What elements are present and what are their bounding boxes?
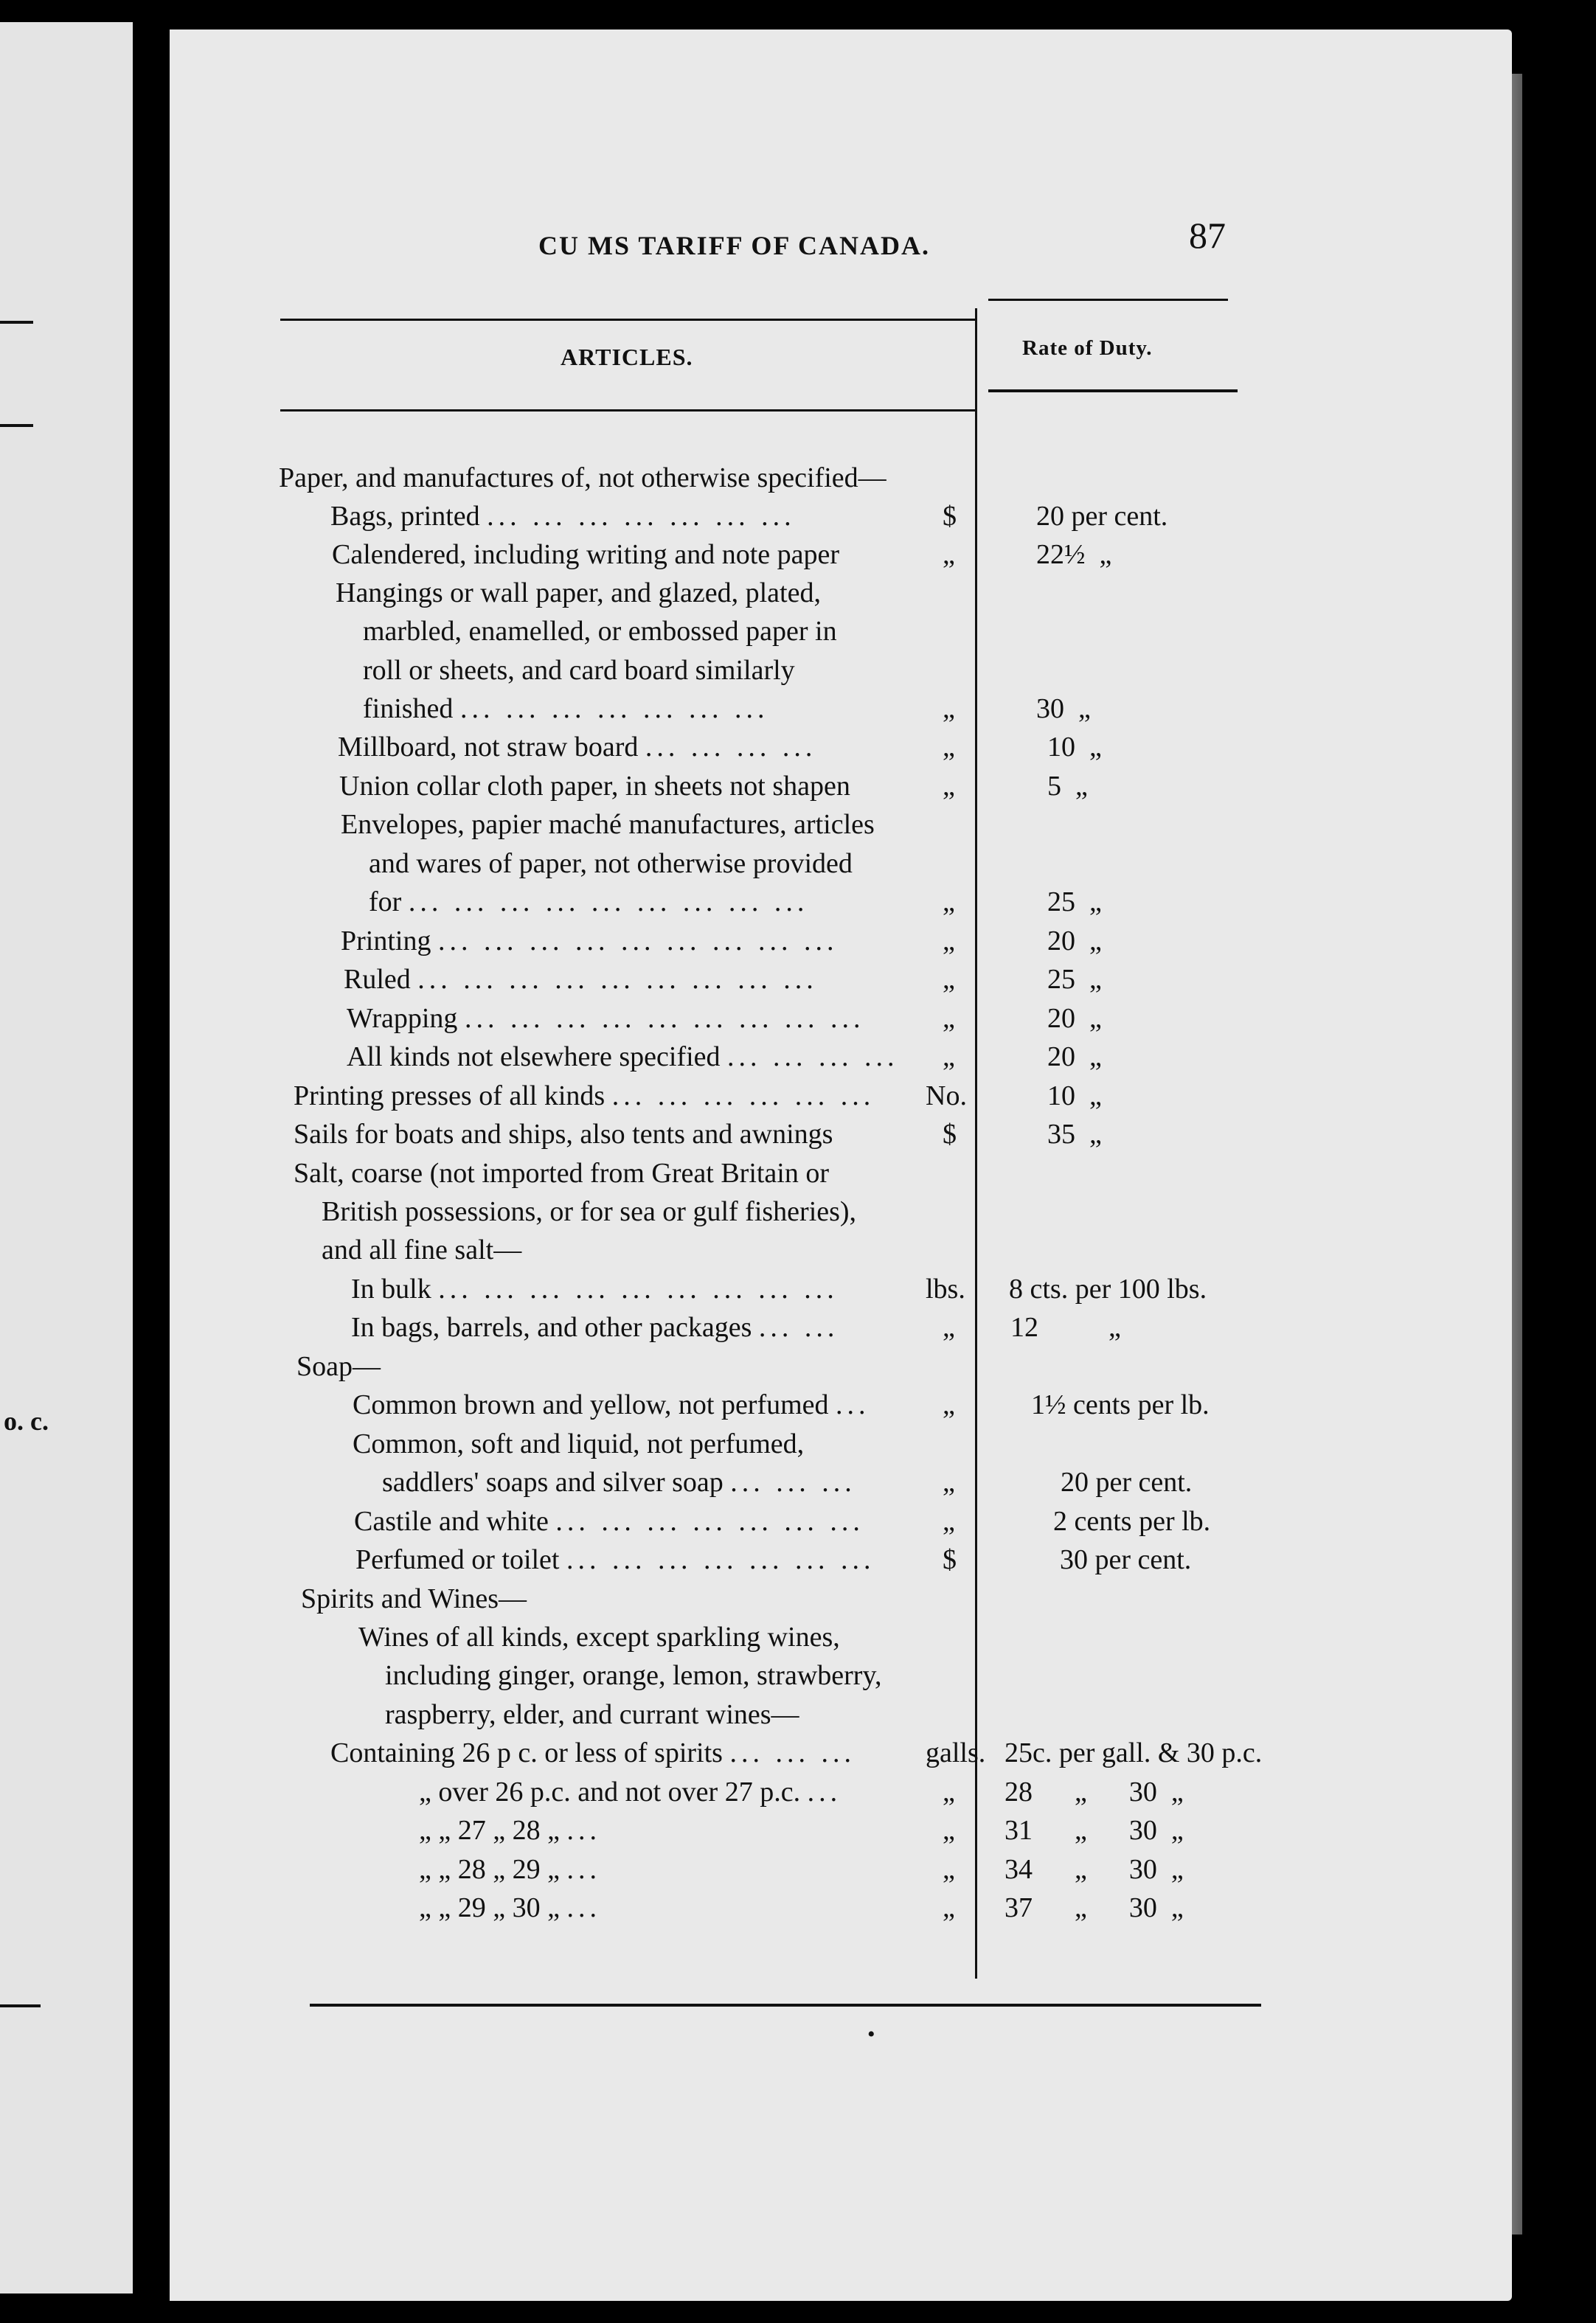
article-text: Containing 26 p c. or less of spirits ... ... ...: [330, 1737, 856, 1768]
article-text: Printing ... ... ... ... ... ... ... ... ...: [341, 926, 839, 956]
article-text: Bags, printed ... ... ... ... ... ... ...: [330, 501, 796, 532]
rate-of-duty: 31 „ 30 „: [1005, 1815, 1184, 1846]
unit-mark: „: [943, 926, 955, 956]
article-text: Ruled ... ... ... ... ... ... ... ... ...: [344, 964, 818, 995]
dot-leader: ... ... ... ... ... ... ...: [555, 1506, 864, 1537]
tariff-row: [0, 1080, 1596, 1121]
tariff-row: [0, 1892, 1596, 1933]
page-mark: •: [867, 2022, 875, 2046]
rate-of-duty: 25 „: [1047, 964, 1102, 995]
rate-of-duty: 25c. per gall. & 30 p.c.: [1005, 1737, 1263, 1768]
article-text: Sails for boats and ships, also tents and awnings: [294, 1119, 833, 1150]
tariff-row: [0, 1698, 1596, 1740]
dot-leader: ... ... ... ... ... ... ... ... ...: [417, 964, 818, 995]
tariff-row: [0, 538, 1596, 580]
dot-leader: ...: [566, 1854, 601, 1885]
article-text: Calendered, including writing and note paper: [332, 539, 840, 570]
tariff-row: [0, 1621, 1596, 1662]
header-bottom-rule: [280, 409, 977, 412]
tariff-row: [0, 1814, 1596, 1855]
article-text: and wares of paper, not otherwise provided: [369, 848, 853, 879]
tariff-row: [0, 1853, 1596, 1895]
dot-leader: ... ... ... ...: [727, 1041, 899, 1072]
tariff-row: [0, 808, 1596, 850]
rate-of-duty: 37 „ 30 „: [1005, 1892, 1184, 1923]
tariff-row: [0, 462, 1596, 503]
dot-leader: ... ... ... ... ... ... ...: [459, 693, 769, 724]
unit-mark: „: [943, 1041, 955, 1072]
tariff-row: [0, 886, 1596, 927]
dot-leader: ... ... ... ... ... ... ...: [487, 501, 796, 532]
article-text: including ginger, orange, lemon, strawberry,: [385, 1660, 882, 1691]
tariff-row: [0, 1544, 1596, 1585]
dot-leader: ... ... ... ... ... ... ... ... ...: [408, 886, 809, 917]
rate-column-header: Rate of Duty.: [1022, 336, 1153, 360]
unit-mark: „: [943, 1854, 955, 1885]
dot-leader: ... ... ... ...: [645, 732, 817, 763]
unit-mark: $: [943, 501, 957, 532]
tariff-row: [0, 1273, 1596, 1314]
tariff-row: [0, 1041, 1596, 1082]
dot-leader: ... ...: [758, 1312, 839, 1343]
articles-column-header: ARTICLES.: [561, 344, 693, 370]
article-text: Common, soft and liquid, not perfumed,: [353, 1428, 805, 1459]
article-text: Hangings or wall paper, and glazed, plated,: [336, 577, 821, 608]
article-text: „ „ 27 „ 28 „ ...: [419, 1815, 601, 1846]
tariff-row: [0, 1776, 1596, 1817]
rate-of-duty: 28 „ 30 „: [1005, 1777, 1184, 1808]
article-text: raspberry, elder, and currant wines—: [385, 1699, 799, 1730]
article-text: Wines of all kinds, except sparkling wines,: [358, 1622, 840, 1653]
tariff-row: [0, 1157, 1596, 1198]
unit-mark: No.: [926, 1080, 967, 1111]
tariff-row: [0, 1195, 1596, 1237]
unit-mark: „: [943, 886, 955, 917]
tariff-row: [0, 654, 1596, 695]
facing-page-fragment: o. c.: [4, 1406, 49, 1436]
article-text: for ... ... ... ... ... ... ... ... ...: [369, 886, 809, 917]
rate-of-duty: 20 „: [1047, 1003, 1102, 1034]
rate-of-duty: 34 „ 30 „: [1005, 1854, 1184, 1885]
tariff-row: [0, 1659, 1596, 1701]
unit-mark: „: [943, 1777, 955, 1808]
dot-leader: ... ... ...: [730, 1467, 856, 1498]
dot-leader: ... ... ... ... ... ... ... ... ...: [464, 1003, 865, 1034]
article-text: British possessions, or for sea or gulf fisheries),: [322, 1196, 857, 1227]
header-bottom-rule-rate: [988, 389, 1238, 392]
tariff-row: [0, 692, 1596, 734]
article-text: Envelopes, papier maché manufactures, articles: [341, 809, 875, 840]
dot-leader: ...: [836, 1389, 870, 1420]
dot-leader: ... ... ... ... ... ...: [611, 1080, 875, 1111]
unit-mark: „: [943, 539, 955, 570]
tariff-row: [0, 615, 1596, 656]
rate-of-duty: 10 „: [1047, 732, 1102, 763]
rate-of-duty: 1½ cents per lb.: [1031, 1389, 1210, 1420]
rate-of-duty: 5 „: [1047, 771, 1088, 802]
article-text: Common brown and yellow, not perfumed ...: [353, 1389, 870, 1420]
article-text: Printing presses of all kinds ... ... ... ... ... ...: [294, 1080, 875, 1111]
rate-of-duty: 20 per cent.: [1061, 1467, 1193, 1498]
dot-leader: ... ... ... ... ... ... ... ... ...: [437, 926, 839, 956]
dot-leader: ...: [566, 1815, 601, 1846]
tariff-row: [0, 1466, 1596, 1507]
facing-page-rule: [0, 321, 33, 324]
rate-of-duty: 8 cts. per 100 lbs.: [1009, 1274, 1207, 1305]
rate-of-duty: 20 „: [1047, 926, 1102, 956]
table-top-rule-rate: [988, 299, 1228, 301]
table-bottom-rule: [310, 2004, 1261, 2007]
article-text: In bulk ... ... ... ... ... ... ... ... ...: [351, 1274, 839, 1305]
tariff-row: [0, 1311, 1596, 1353]
rate-of-duty: 30 per cent.: [1060, 1544, 1192, 1575]
tariff-row: [0, 963, 1596, 1004]
article-text: „ „ 28 „ 29 „ ...: [419, 1854, 601, 1885]
unit-mark: „: [943, 1506, 955, 1537]
unit-mark: $: [943, 1119, 957, 1150]
article-text: Perfumed or toilet ... ... ... ... ... ... ...: [355, 1544, 875, 1575]
rate-of-duty: 25 „: [1047, 886, 1102, 917]
unit-mark: galls.: [926, 1737, 986, 1768]
article-text: „ „ 29 „ 30 „ ...: [419, 1892, 601, 1923]
tariff-row: [0, 847, 1596, 889]
tariff-row: [0, 1505, 1596, 1546]
table-top-rule: [280, 319, 977, 321]
rate-of-duty: 30 „: [1036, 693, 1091, 724]
article-text: Paper, and manufactures of, not otherwise specified—: [279, 462, 887, 493]
tariff-row: [0, 577, 1596, 618]
unit-mark: „: [943, 1467, 955, 1498]
rate-of-duty: 12 „: [1010, 1312, 1121, 1343]
dot-leader: ... ... ... ... ... ... ...: [566, 1544, 875, 1575]
article-text: Wrapping ... ... ... ... ... ... ... ... ...: [347, 1003, 865, 1034]
rate-of-duty: 20 „: [1047, 1041, 1102, 1072]
tariff-row: [0, 1583, 1596, 1624]
dot-leader: ... ... ... ... ... ... ... ... ...: [438, 1274, 839, 1305]
dot-leader: ... ... ...: [729, 1737, 856, 1768]
article-text: Spirits and Wines—: [301, 1583, 527, 1614]
article-text: marbled, enamelled, or embossed paper in: [363, 616, 837, 647]
article-text: finished ... ... ... ... ... ... ...: [363, 693, 769, 724]
article-text: Soap—: [296, 1351, 381, 1382]
article-text: roll or sheets, and card board similarly: [363, 655, 795, 686]
tariff-row: [0, 500, 1596, 541]
article-text: Millboard, not straw board ... ... ... ...: [338, 732, 817, 763]
unit-mark: $: [943, 1544, 957, 1575]
rate-of-duty: 20 per cent.: [1036, 501, 1168, 532]
unit-mark: „: [943, 693, 955, 724]
unit-mark: „: [943, 964, 955, 995]
tariff-row: [0, 1350, 1596, 1392]
article-text: saddlers' soaps and silver soap ... ... ...: [382, 1467, 856, 1498]
tariff-row: [0, 1428, 1596, 1469]
tariff-row: [0, 1118, 1596, 1159]
unit-mark: „: [943, 1389, 955, 1420]
article-text: and all fine salt—: [322, 1235, 522, 1265]
tariff-row: [0, 731, 1596, 772]
article-text: „ over 26 p.c. and not over 27 p.c. ...: [419, 1777, 842, 1808]
unit-mark: „: [943, 1312, 955, 1343]
article-text: Union collar cloth paper, in sheets not shapen: [339, 771, 850, 802]
tariff-row: [0, 1737, 1596, 1778]
rate-of-duty: 10 „: [1047, 1080, 1102, 1111]
unit-mark: „: [943, 1815, 955, 1846]
unit-mark: „: [943, 732, 955, 763]
article-text: In bags, barrels, and other packages ... ...: [351, 1312, 839, 1343]
dot-leader: ...: [566, 1892, 601, 1923]
rate-of-duty: 2 cents per lb.: [1053, 1506, 1211, 1537]
tariff-row: [0, 1002, 1596, 1044]
tariff-row: [0, 1234, 1596, 1275]
running-title: CU MS TARIFF OF CANADA.: [538, 231, 930, 260]
article-text: Castile and white ... ... ... ... ... ... ...: [354, 1506, 864, 1537]
page-number: 87: [1189, 215, 1226, 256]
tariff-row: [0, 770, 1596, 811]
article-text: Salt, coarse (not imported from Great Britain or: [294, 1158, 830, 1189]
rate-of-duty: 35 „: [1047, 1119, 1102, 1150]
rate-of-duty: 22½ „: [1036, 539, 1112, 570]
tariff-row: [0, 1389, 1596, 1430]
tariff-row: [0, 925, 1596, 966]
unit-mark: „: [943, 771, 955, 802]
facing-page-rule: [0, 424, 33, 427]
facing-page-rule: [0, 2004, 41, 2007]
dot-leader: ...: [807, 1777, 842, 1808]
article-text: All kinds not elsewhere specified ... ... ... ...: [347, 1041, 899, 1072]
unit-mark: lbs.: [926, 1274, 965, 1305]
unit-mark: „: [943, 1003, 955, 1034]
unit-mark: „: [943, 1892, 955, 1923]
